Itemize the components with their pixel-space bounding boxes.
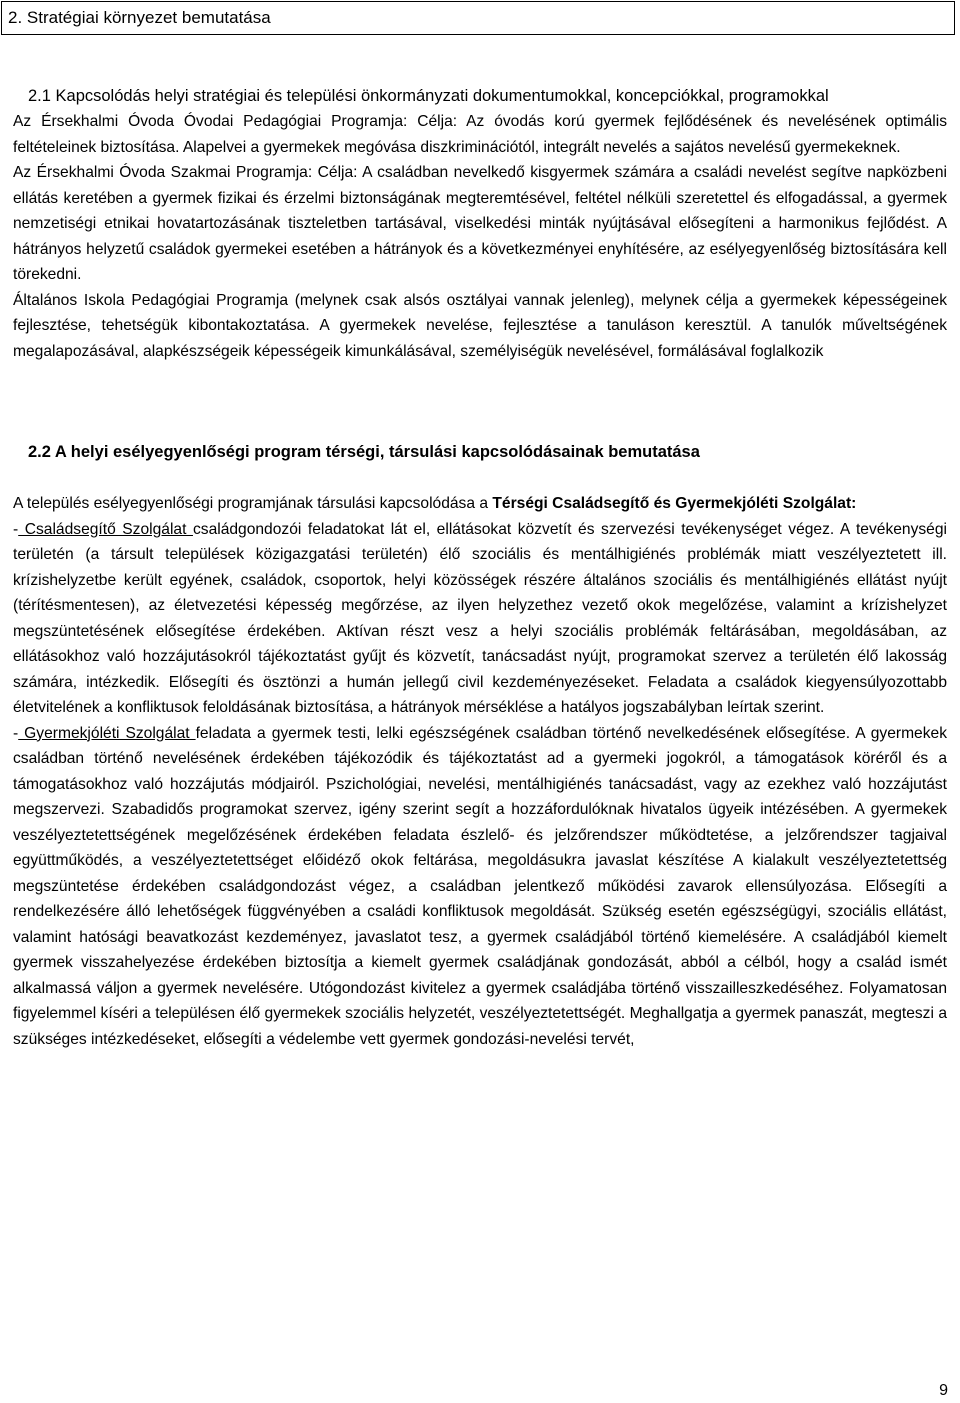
paragraph-csaladsegito [13,517,947,721]
service-name: Térségi Családsegítő és Gyermekjóléti Szolgálat: [492,495,857,512]
chapter-title: 2. Stratégiai környezet bemutatása [8,8,271,27]
spacer [13,364,947,440]
paragraph-ovoda-pedagogiai: Az Érsekhalmi Óvoda Óvodai Pedagógiai Programja: Célja: Az óvodás korú gyermek fejlődésének és nevelésének optimális feltételeinek biztosítása. Alapelvei a gyermekek megóvása diszkriminációtól, integrált nevelés a sajátos nevelésű gyermekeknek. [13,113,947,156]
intro-text: A település esélyegyenlőségi programjának társulási kapcsolódása a [13,495,493,512]
csaladsegito-label: Családsegítő Szolgálat [18,520,193,538]
list-dash: - [13,520,19,538]
page-number: 9 [939,1382,948,1399]
paragraph-tarsulasi-kapcsolodas [13,491,947,517]
paragraph-gyermekjoleti [13,721,947,1053]
csaladsegito-text: családgondozói feladatokat lát el, ellátásokat közvetít és szervezési tevékenységet végez. A tevékenységi területén (a társult települések közigazgatási területén) élő szociális és mentálhigiénés problémák miatt veszélyeztetett ill. krízishelyzetbe került egyének, családok, csoportok, helyi közösségek részére általános szociális és mentálhigiénés ellátást nyújt (térítésmentesen), az életvezetési képesség megőrzése, az ilyen helyzethez vezető okok megelőzése, valamint a krízishelyzet megszüntetésének elősegítése érdekében. Aktívan részt vesz a helyi szociális problémák feltárásában, megoldásában, az ellátásokhoz való hozzájutásokról tájékoztatást gyűjt és közvetít, tanácsadást nyújt, programokat szervez a területén élő lakosság számára, intézkedik. Elősegíti és ösztönzi a humán jellegű civil kezdeményezéseket. Feladata a családok kiegyensúlyozottabb életvitelének a konfliktusok feloldásának biztosítása, a hátrányok mérséklése a hatályos jogszabályban leírtak szerint. [13,520,947,716]
spacer [13,465,947,491]
section-2-2-title: 2.2 A helyi esélyegyenlőségi program térségi, társulási kapcsolódásainak bemutatása [28,443,700,461]
gyermekjoleti-label: Gyermekjóléti Szolgálat [18,724,196,742]
list-dash: - [13,724,19,742]
page-content [13,84,947,1052]
paragraph-iskola-program: Általános Iskola Pedagógiai Programja (melynek csak alsós osztályai vannak jelenleg), melynek célja a gyermekek képességeinek fejlesztése, tehetségük kibontakoztatása. A gyermekek nevelése, fejlesztése a tanuláson keresztül. A tanulók műveltségének megalapozásával, alapkészségeik képességeik kimunkálásával, személyiségük nevelésével, formálásával foglalkozik [13,291,947,360]
section-2-1-title: 2.1 Kapcsolódás helyi stratégiai és települési önkormányzati dokumentumokkal, koncepciókkal, programokkal [28,87,829,105]
gyermekjoleti-text: feladata a gyermek testi, lelki egészségének családban történő nevelkedésének elősegítése. A gyermekek családban történő nevelésének érdekében tájékozódik és tájékoztatást ad a gyermeki jogokról, a támogatások köréről és a támogatásokhoz való hozzájutás módjairól. Pszichológiai, nevelési, mentálhigiénés tanácsadást, vagy az ezekhez való hozzájutást megszervezi. Szabadidős programokat szervez, igény szerint segít a hozzáfordulóknak hivatalos ügyeik intézésében. A gyermekek veszélyeztetettségének megelőzésének érdekében feladata észlelő- és jelzőrendszer működtetése, a jelzőrendszer tagjaival együttműködés, a veszélyeztetettséget előidéző okok feltárása, megoldásukra javaslat készítése A kialakult veszélyeztetettség megszüntetése érdekében családgondozást végez, a családban jelentkező működési zavarok ellensúlyozása. Elősegíti a rendelkezésére álló lehetőségek függvényében a családi konfliktusok megoldását. Szükség esetén egészségügyi, szociális ellátást, valamint hatósági beavatkozást kezdeményez, javaslatot tesz, a gyermek családjából történő kiemelésére. A családjából kiemelt gyermek visszahelyezése érdekében biztosítja a kiemelt gyermek családjának gondozását, abból a célból, hogy a család ismét alkalmassá váljon a gyermek nevelésére. Utógondozást kivitelez a gyermek családjába történő visszailleszkedéséhez. Folyamatosan figyelemmel kíséri a településen élő gyermekek szociális helyzetét, veszélyeztetettségét. Meghallgatja a gyermek panaszát, megteszi a szükséges intézkedéseket, elősegíti a védelembe vett gyermek gondozási-nevelési tervét, [13,724,947,1048]
chapter-heading [1,1,955,35]
paragraph-ovoda-szakmai: Az Érsekhalmi Óvoda Szakmai Programja: Célja: A családban nevelkedő kisgyermek számára a családi nevelést segítve napközbeni ellátás keretében a gyermek fizikai és érzelmi biztonságának megteremtésével, feltétel nélküli szeretettel és elfogadással, a gyermek nemzetiségi etnikai hovatartozásának tiszteletben tartásával, viselkedési minták nyújtásával elősegíteni a harmonikus fejlődést. A hátrányos helyzetű családok gyermekei esetében a hátrányok és a következményei enyhítésére, az esélyegyenlőség biztosítására kell törekedni. [13,164,947,283]
